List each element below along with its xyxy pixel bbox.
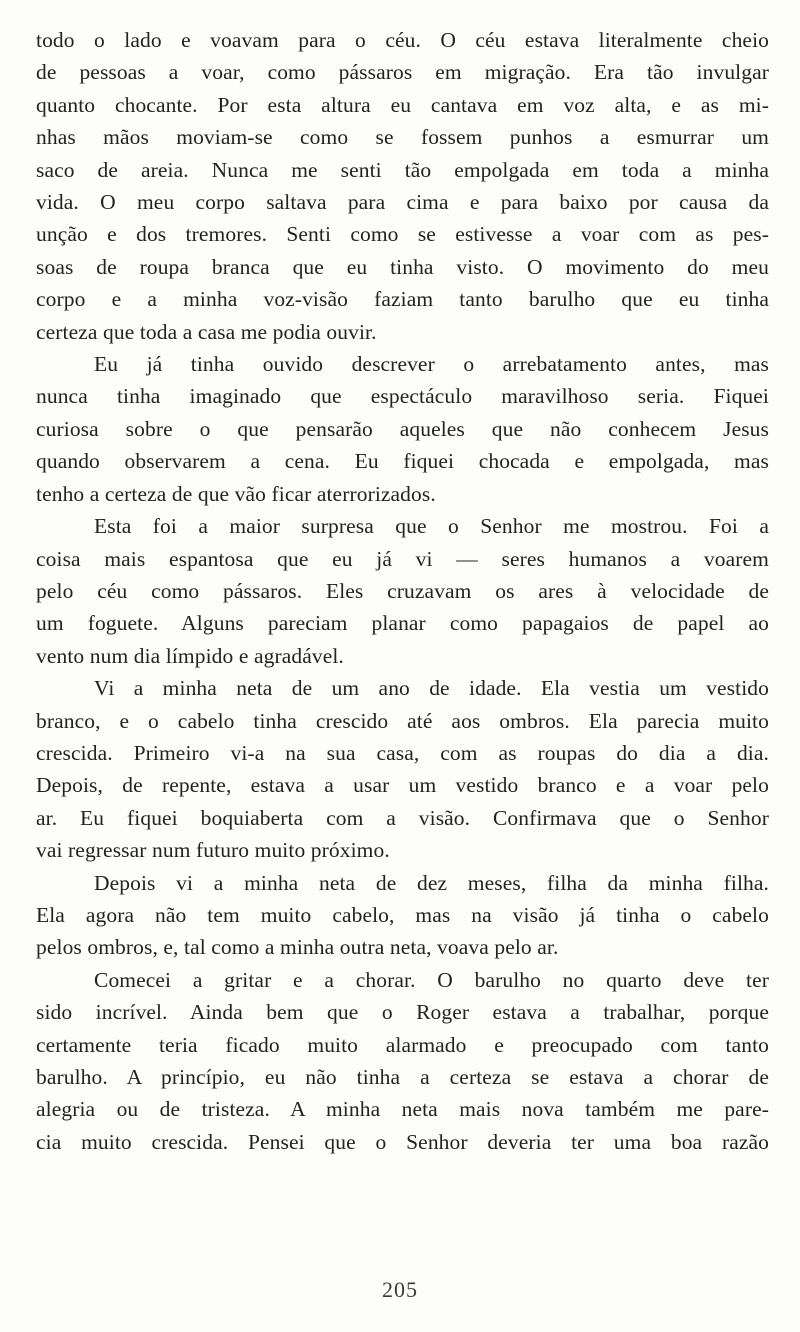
paragraph — [36, 510, 769, 672]
text-line: unção e dos tremores. Senti como se estivesse a voar com as pes- — [36, 222, 769, 247]
body-text — [36, 24, 769, 1158]
text-line: Eu já tinha ouvido descrever o arrebatamento antes, mas — [94, 352, 769, 377]
text-line: branco, e o cabelo tinha crescido até aos ombros. Ela parecia muito — [36, 708, 769, 733]
text-line: nunca tinha imaginado que espectáculo maravilhoso seria. Fiquei — [36, 384, 769, 409]
text-line: vida. O meu corpo saltava para cima e para baixo por causa da — [36, 190, 769, 215]
text-line: sido incrível. Ainda bem que o Roger estava a trabalhar, porque — [36, 1000, 769, 1025]
text-line: um foguete. Alguns pareciam planar como papagaios de papel ao — [36, 611, 769, 636]
text-line: crescida. Primeiro vi-a na sua casa, com as roupas do dia a dia. — [36, 740, 769, 765]
text-line: cia muito crescida. Pensei que o Senhor deveria ter uma boa razão — [36, 1129, 769, 1154]
text-line: de pessoas a voar, como pássaros em migração. Era tão invulgar — [36, 60, 769, 85]
text-line: corpo e a minha voz-visão faziam tanto barulho que eu tinha — [36, 287, 769, 312]
text-line: nhas mãos moviam-se como se fossem punhos a esmurrar um — [36, 125, 769, 150]
text-line: soas de roupa branca que eu tinha visto. O movimento do meu — [36, 254, 769, 279]
text-line: pelo céu como pássaros. Eles cruzavam os ares à velocidade de — [36, 578, 769, 603]
text-line: todo o lado e voavam para o céu. O céu estava literalmente cheio — [36, 28, 769, 52]
paragraph — [36, 24, 769, 348]
text-line: tenho a certeza de que vão ficar aterrorizados. — [36, 481, 436, 506]
text-line: coisa mais espantosa que eu já vi — seres humanos a voarem — [36, 546, 769, 571]
text-line: Depois, de repente, estava a usar um vestido branco e a voar pelo — [36, 773, 769, 798]
text-line: barulho. A princípio, eu não tinha a certeza se estava a chorar de — [36, 1065, 769, 1089]
text-line: quando observarem a cena. Eu fiquei chocada e empolgada, mas — [36, 449, 769, 474]
paragraph — [36, 672, 769, 866]
paragraph — [36, 867, 769, 964]
text-line: certamente teria ficado muito alarmado e preocupado com tanto — [36, 1032, 769, 1057]
text-line: vai regressar num futuro muito próximo. — [36, 838, 390, 863]
text-line: alegria ou de tristeza. A minha neta mais nova também me pare- — [36, 1097, 769, 1122]
text-line: ar. Eu fiquei boquiaberta com a visão. Confirmava que o Senhor — [36, 805, 769, 830]
text-line: Comecei a gritar e a chorar. O barulho no quarto deve ter — [94, 967, 769, 992]
text-line: certeza que toda a casa me podia ouvir. — [36, 319, 377, 344]
text-line: curiosa sobre o que pensarão aqueles que não conhecem Jesus — [36, 416, 769, 441]
text-line: quanto chocante. Por esta altura eu cantava em voz alta, e as mi- — [36, 92, 769, 117]
text-line: Esta foi a maior surpresa que o Senhor me mostrou. Foi a — [94, 514, 769, 539]
text-line: Ela agora não tem muito cabelo, mas na visão já tinha o cabelo — [36, 902, 769, 927]
paragraph — [36, 964, 769, 1158]
text-line: vento num dia límpido e agradável. — [36, 643, 344, 668]
paragraph — [36, 348, 769, 510]
text-line: saco de areia. Nunca me senti tão empolgada em toda a minha — [36, 157, 769, 182]
page-number: 205 — [382, 1276, 418, 1302]
text-line: Vi a minha neta de um ano de idade. Ela vestia um vestido — [94, 676, 769, 701]
text-line: Depois vi a minha neta de dez meses, filha da minha filha. — [94, 870, 769, 895]
text-line: pelos ombros, e, tal como a minha outra neta, voava pelo ar. — [36, 935, 559, 960]
